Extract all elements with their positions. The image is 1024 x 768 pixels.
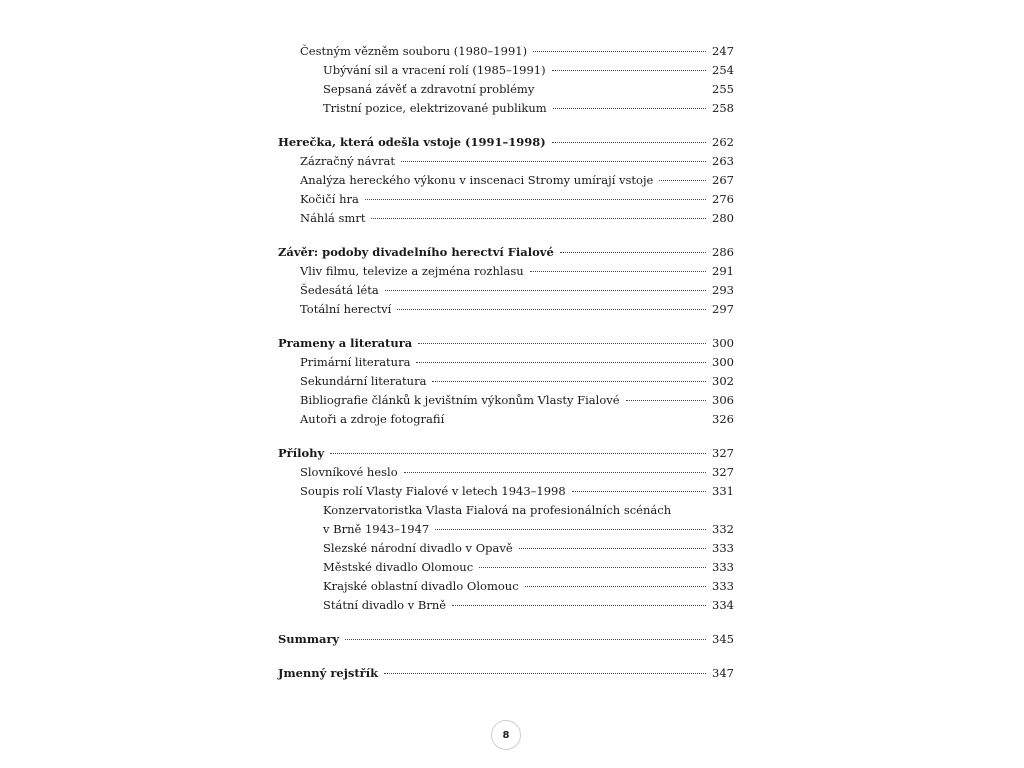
toc-entry-page: 334 (712, 598, 734, 612)
toc-leader-dots (572, 491, 706, 492)
toc-entry (278, 190, 734, 209)
toc-entry-title: Krajské oblastní divadlo Olomouc (323, 579, 519, 593)
toc-entry (278, 539, 734, 558)
toc-leader-dots (371, 218, 706, 219)
toc-entry (278, 558, 734, 577)
toc-entry-title: Analýza hereckého výkonu v inscenaci Stromy umírají vstoje (300, 173, 654, 187)
toc-entry (278, 262, 734, 281)
toc-entry (278, 577, 734, 596)
toc-leader-dots (384, 673, 706, 674)
toc-leader-dots (525, 586, 706, 587)
toc-chapter-title: Prameny a literatura (278, 336, 413, 350)
toc-leader-dots (530, 271, 706, 272)
toc-entry-page: 300 (712, 355, 734, 369)
toc-leader-dots (519, 548, 706, 549)
section-gap (278, 649, 734, 664)
toc-entry (278, 99, 734, 118)
toc-entry-page: 293 (712, 283, 734, 297)
toc-chapter (278, 664, 734, 683)
toc-leader-dots (397, 309, 706, 310)
toc-leader-dots (345, 639, 706, 640)
toc-leader-dots (626, 400, 706, 401)
toc-entry-title: Kočičí hra (300, 192, 359, 206)
toc-entry-page: 333 (712, 541, 734, 555)
toc-leader-dots (432, 381, 706, 382)
toc-entry-title: Zázračný návrat (300, 154, 395, 168)
toc-entry (278, 281, 734, 300)
toc-leader-dots (330, 453, 706, 454)
toc-entry-title: Konzervatoristka Vlasta Fialová na profesionálních scénách (323, 503, 672, 517)
toc-chapter-title: Závěr: podoby divadelního herectví Fialové (278, 245, 554, 259)
toc-entry-title: Slovníkové heslo (300, 465, 398, 479)
toc-chapter (278, 444, 734, 463)
toc-entry-title: v Brně 1943–1947 (323, 522, 430, 536)
toc-entry-title: Městské divadlo Olomouc (323, 560, 474, 574)
toc-entry-title: Čestným vězněm souboru (1980–1991) (300, 44, 528, 58)
toc-entry-page: 300 (712, 336, 734, 350)
toc-entry-page: 267 (712, 173, 734, 187)
section-gap (278, 429, 734, 444)
toc-entry-page: 297 (712, 302, 734, 316)
toc-chapter (278, 334, 734, 353)
toc-entry-title: Vliv filmu, televize a zejména rozhlasu (300, 264, 524, 278)
toc-entry-title: Totální herectví (300, 302, 392, 316)
toc-entry (278, 61, 734, 80)
toc-entry-page: 327 (712, 446, 734, 460)
toc-chapter-title: Jmenný rejstřík (278, 666, 379, 680)
toc-entry-page: 306 (712, 393, 734, 407)
toc-entry (278, 209, 734, 228)
toc-entry-page: 276 (712, 192, 734, 206)
toc-entry-page: 327 (712, 465, 734, 479)
toc-leader-dots (385, 290, 706, 291)
toc-entry (278, 391, 734, 410)
toc-leader-dots (416, 362, 706, 363)
toc-entry (278, 300, 734, 319)
toc-entry-page: 326 (712, 412, 734, 426)
toc-entry (278, 171, 734, 190)
toc-entry-title: Státní divadlo v Brně (323, 598, 447, 612)
toc-leader-dots (533, 51, 706, 52)
toc-leader-dots (552, 70, 706, 71)
toc-entry (278, 596, 734, 615)
toc-entry-page: 255 (712, 82, 734, 96)
toc-entry (278, 463, 734, 482)
toc-entry-page: 302 (712, 374, 734, 388)
toc-entry-page: 347 (712, 666, 734, 680)
toc-entry (278, 80, 734, 99)
toc-entry-title: Primární literatura (300, 355, 411, 369)
toc-entry-page: 254 (712, 63, 734, 77)
toc-entry (278, 520, 734, 539)
toc-entry-page: 291 (712, 264, 734, 278)
toc-entry (278, 501, 734, 520)
toc-entry-page: 331 (712, 484, 734, 498)
toc-leader-dots (365, 199, 706, 200)
toc-entry-title: Autoři a zdroje fotografií (300, 412, 445, 426)
section-gap (278, 615, 734, 630)
toc-leader-dots (435, 529, 706, 530)
toc-leader-dots (401, 161, 706, 162)
toc-entry-page: 258 (712, 101, 734, 115)
toc-leader-dots (552, 142, 706, 143)
toc-entry-title: Tristní pozice, elektrizované publikum (323, 101, 547, 115)
toc-entry-title: Náhlá smrt (300, 211, 366, 225)
toc-leader-dots (479, 567, 706, 568)
toc-leader-dots (404, 472, 706, 473)
section-gap (278, 319, 734, 334)
toc-chapter (278, 630, 734, 649)
toc-entry-page: 333 (712, 579, 734, 593)
page-number-badge (491, 720, 521, 750)
toc-entry-title: Bibliografie článků k jevištním výkonům Vlasty Fialové (300, 393, 620, 407)
toc-chapter-title: Summary (278, 632, 340, 646)
toc-entry (278, 353, 734, 372)
toc-chapter (278, 243, 734, 262)
toc-entry (278, 410, 734, 429)
toc-leader-dots (452, 605, 706, 606)
toc-entry-title: Ubývání sil a vracení rolí (1985–1991) (323, 63, 546, 77)
toc-entry (278, 372, 734, 391)
section-gap (278, 118, 734, 133)
toc-leader-dots (418, 343, 706, 344)
toc-entry-title: Slezské národní divadlo v Opavě (323, 541, 513, 555)
toc-leader-dots (659, 180, 706, 181)
toc-entry-page: 332 (712, 522, 734, 536)
toc-entry-title: Soupis rolí Vlasty Fialové v letech 1943–1998 (300, 484, 566, 498)
toc-chapter (278, 133, 734, 152)
toc-entry-page: 345 (712, 632, 734, 646)
toc-chapter-title: Herečka, která odešla vstoje (1991–1998) (278, 135, 546, 149)
toc-entry-page: 247 (712, 44, 734, 58)
toc-leader-dots (560, 252, 706, 253)
toc-entry-page: 286 (712, 245, 734, 259)
toc-entry-title: Sepsaná závěť a zdravotní problémy (323, 82, 535, 96)
toc-entry-page: 333 (712, 560, 734, 574)
toc-entry-title: Šedesátá léta (300, 283, 379, 297)
toc-entry (278, 482, 734, 501)
toc-entry-page: 280 (712, 211, 734, 225)
toc-entry (278, 152, 734, 171)
section-gap (278, 228, 734, 243)
toc-entry (278, 42, 734, 61)
toc-entry-page: 263 (712, 154, 734, 168)
page-number: 8 (502, 729, 510, 741)
toc-chapter-title: Přílohy (278, 446, 325, 460)
table-of-contents (278, 42, 734, 683)
toc-entry-page: 262 (712, 135, 734, 149)
toc-leader-dots (553, 108, 706, 109)
toc-entry-title: Sekundární literatura (300, 374, 427, 388)
